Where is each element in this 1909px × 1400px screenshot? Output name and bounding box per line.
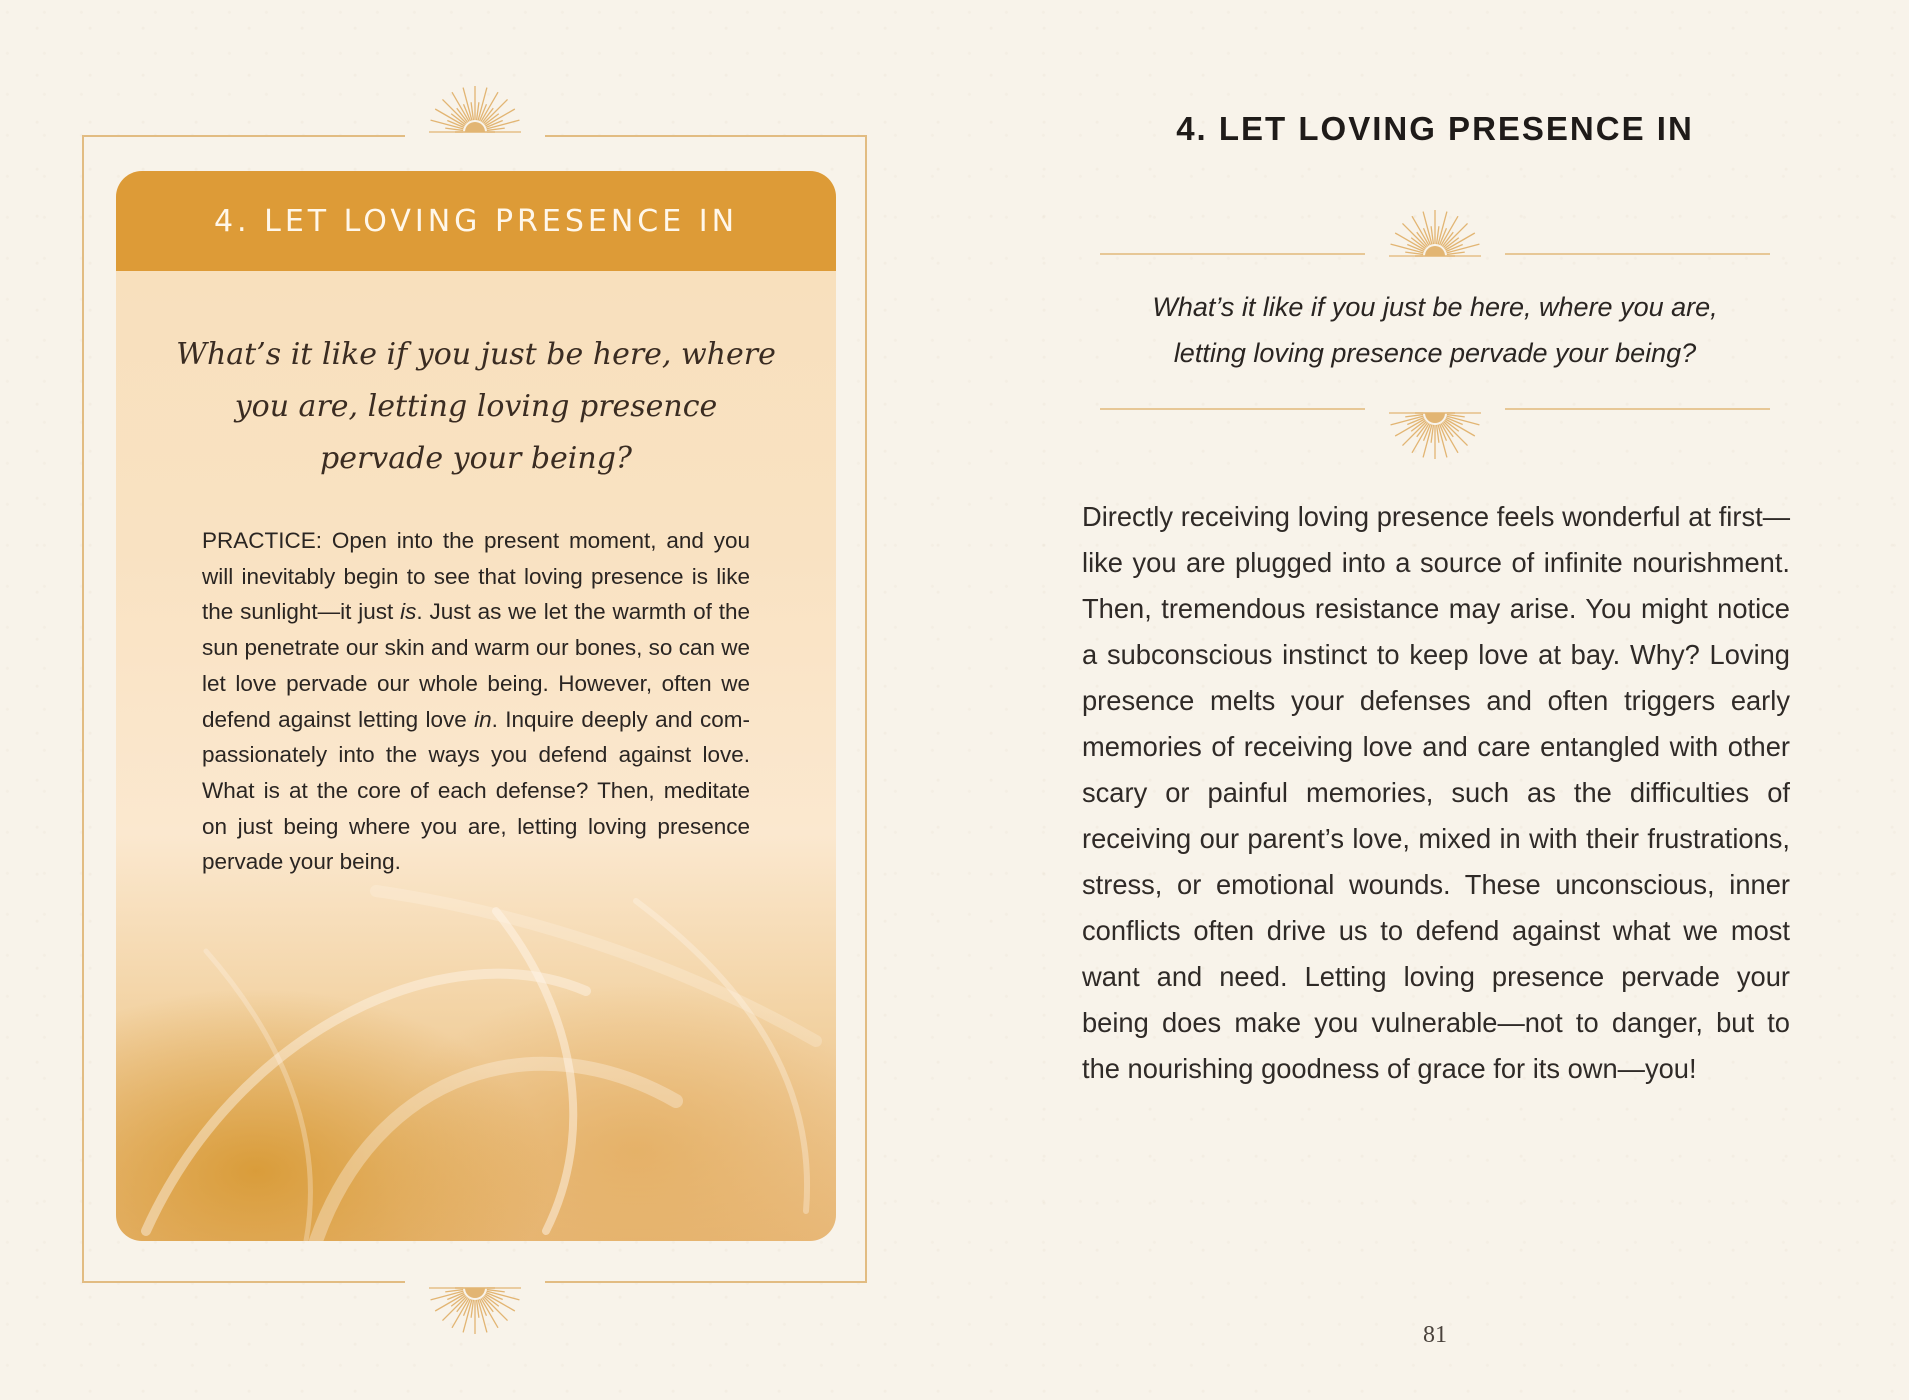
card-title: 4. LET LOVING PRESENCE IN <box>213 203 739 239</box>
sunburst-icon <box>425 70 525 140</box>
practice-text-segment: . Inquire deeply and compassionately into the ways you defend against love. What is at the core of each defense? Then, meditate on just being where you are, letting loving presence pervade your being. <box>202 706 750 875</box>
card-quote: What’s it like if you just be here, where you are, letting loving presence pervade your being? <box>176 337 776 476</box>
page-quote <box>1100 284 1770 376</box>
practice-text-italic: is <box>400 599 417 625</box>
divider-rule <box>1100 253 1365 255</box>
card-header-band <box>116 171 836 271</box>
sunburst-icon <box>425 1280 525 1350</box>
oracle-card <box>116 171 836 1241</box>
page-quote-line: letting loving presence pervade your being? <box>1173 338 1697 368</box>
page-body-text: Directly receiving loving presence feels wonderful at first—like you are plugged into a source of infinite nourishment. Then, tremendous resistance may arise. You might notice a subconscious instinct to keep love at bay. Why? Loving presence melts your defenses and often triggers early memories of receiving love and care entangled with other scary or painful memories, such as the difficulties of receiving our parent’s love, mixed in with their frustrations, stress, or emotional wounds. These unconscious, inner conflicts often drive us to defend against what we most want and need. Letting loving presence pervade your being does make you vulnerable—not to danger, but to the nourishing goodness of grace for its own—you! <box>1082 501 1790 1084</box>
page-title: 4. LET LOVING PRESENCE IN <box>1176 110 1694 147</box>
sunburst-icon <box>1385 194 1485 264</box>
card-practice-text <box>202 523 750 880</box>
practice-text-segment: PRACTICE: Open into the present moment, and you will inevitably begin to see that loving presence is like the sunlight—it just <box>202 528 750 625</box>
divider-rule <box>1505 253 1770 255</box>
light-swirl-decoration <box>116 871 836 1241</box>
page-quote-line: What’s it like if you just be here, where you are, <box>1152 292 1718 322</box>
practice-text-segment: . Just as we let the warmth of the sun penetrate our skin and warm our bones, so can we let love pervade our whole being. However, often we defend against letting love <box>202 599 750 732</box>
page-number: 81 <box>1423 1322 1447 1348</box>
practice-text-italic: in <box>474 706 492 732</box>
divider-rule <box>1505 408 1770 410</box>
divider-rule <box>1100 408 1365 410</box>
sunburst-icon <box>1385 405 1485 475</box>
